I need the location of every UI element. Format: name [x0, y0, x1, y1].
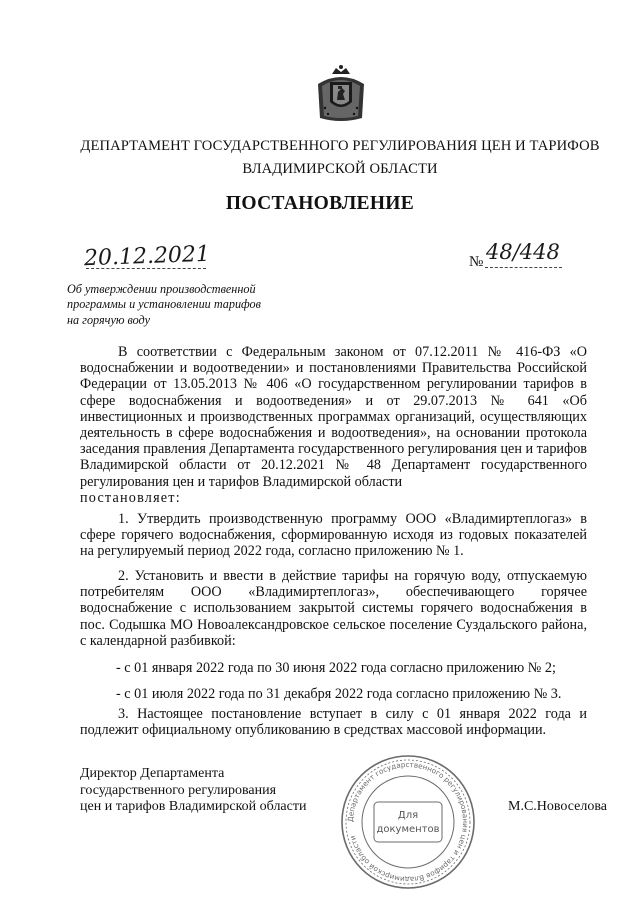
document-title: ПОСТАНОВЛЕНИЕ: [225, 193, 415, 214]
period-1-line: - с 01 января 2022 года по 30 июня 2022 года согласно приложению № 2;: [116, 660, 556, 676]
coat-of-arms-icon: [312, 64, 370, 124]
signatory-position-line: государственного регулирования: [80, 782, 277, 798]
stamp-center-line1: Для: [397, 810, 419, 821]
item-3-paragraph: 3. Настоящее постановление вступает в силу с 01 января 2022 года и подлежит официальному опубликованию в средствах массовой информации.: [80, 706, 587, 739]
period-2-line: - с 01 июля 2022 года по 31 декабря 2022 года согласно приложению № 3.: [116, 686, 562, 702]
preamble-paragraph: [80, 344, 587, 506]
signatory-position-line: Директор Департамента: [80, 766, 225, 781]
preamble-text: В соответствии с Федеральным законом от 07.12.2011 № 416-ФЗ «О водоснабжении и водоотведении» и постановлениями Правительства Российской Федерации от 13.05.2013 № 406 «О государственном регулировании тарифов в сфере водоснабжения и водоотведения» и от 29.07.2013 № 641 «Об инвестиционных и производственных программах организаций, осуществляющих деятельность в сфере водоснабжения и водоотведения», на основании протокола заседания правления Департамента государственного регулирования цен и тарифов Владимирской области от 20.12.2021 № 48 Департамент государственного регулирования цен и тарифов Владимирской области: [80, 344, 587, 490]
subject-line: на горячую воду: [67, 312, 150, 327]
subject-line: программы и установлении тарифов: [67, 297, 261, 312]
date-underline: [86, 268, 206, 269]
signatory-position-line: цен и тарифов Владимирской области: [80, 799, 307, 814]
subject-line: Об утверждении производственной: [67, 282, 256, 296]
stamp-ring-text: Департамент государственного регулирования цен и тарифов Владимирской области: [345, 759, 471, 885]
stamp-center-line2: документов: [376, 824, 440, 835]
resolves-word: постановляет:: [80, 489, 181, 506]
department-name-line1: ДЕПАРТАМЕНТ ГОСУДАРСТВЕННОГО РЕГУЛИРОВАНИЯ ЦЕН И ТАРИФОВ: [80, 138, 600, 154]
document-date: 20.12.2021: [83, 241, 211, 272]
number-label: №: [469, 254, 484, 270]
official-stamp: [338, 752, 478, 892]
item-2-paragraph: 2. Установить и ввести в действие тарифы на горячую воду, отпускаемую потребителям ООО «Владимиртеплогаз», обеспечивающего горячее водоснабжение с использованием закрытой системы горячего водоснабжения в пос. Содышка МО Новоалександровское сельское поселение Суздальского района, с календарной разбивкой:: [80, 568, 587, 649]
signatory-position: [80, 766, 306, 816]
document-number: 48/448: [486, 240, 560, 264]
item-1-paragraph: 1. Утвердить производственную программу ООО «Владимиртеплогаз» в сфере горячего водоснабжения, сформированную исходя из годовых показателей на регулируемый период 2022 года, согласно приложению № 1.: [80, 511, 587, 560]
number-underline: [485, 267, 562, 268]
department-name-line2: ВЛАДИМИРСКОЙ ОБЛАСТИ: [242, 161, 438, 177]
document-subject: [67, 282, 297, 328]
signatory-name: М.С.Новоселова: [508, 799, 607, 814]
